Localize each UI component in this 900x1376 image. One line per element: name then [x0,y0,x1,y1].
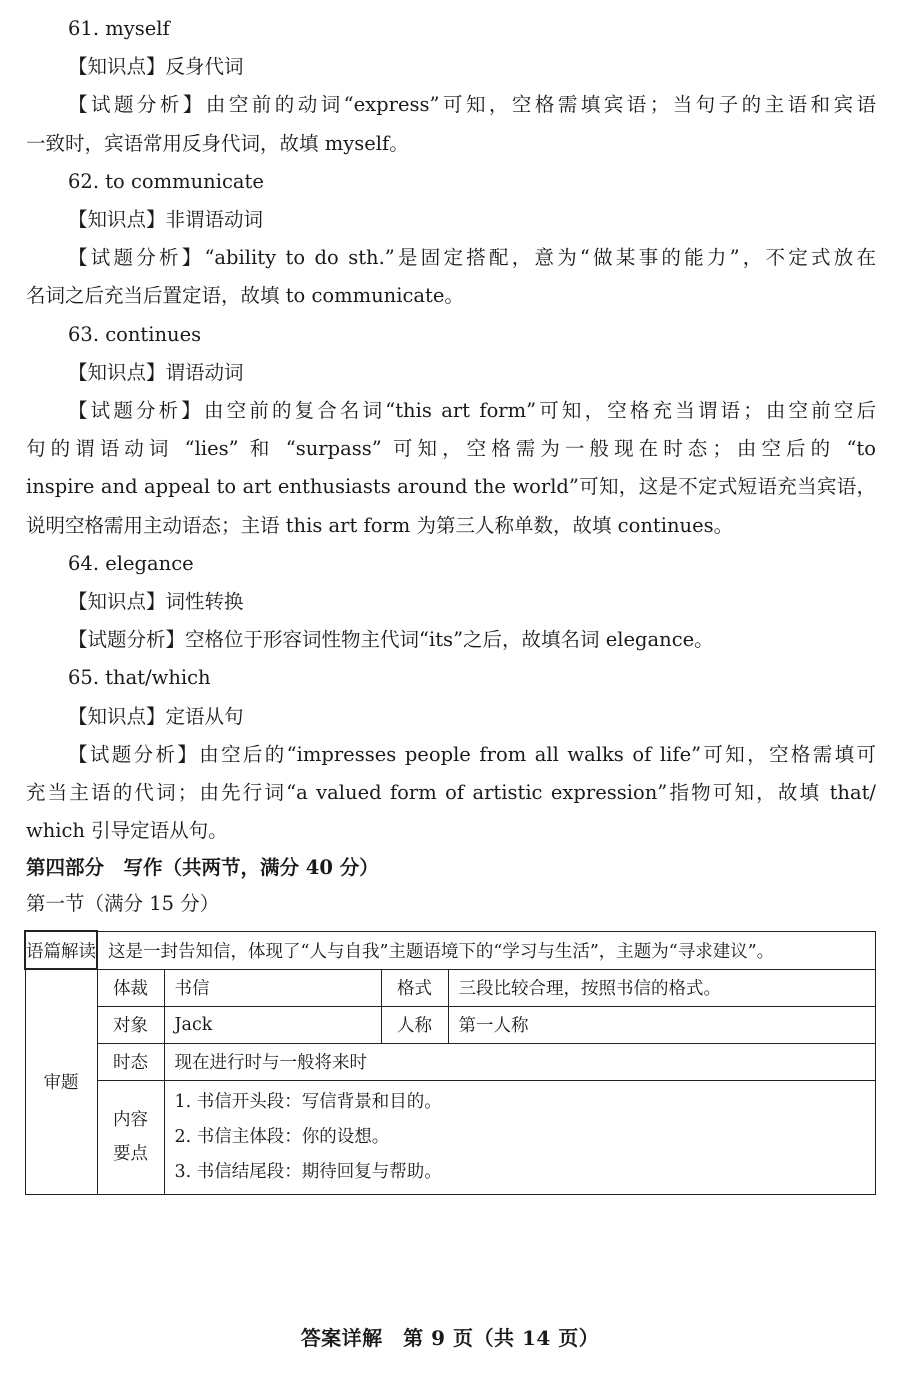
analysis-line: which 引导定语从句。 [26,819,228,843]
analysis-line: 句的谓语动词 “lies” 和 “surpass” 可知，空格需为一般现在时态；由空后的 “to [26,437,876,461]
content-points-list [164,1080,876,1194]
table-row [25,1006,876,1043]
analysis-line: inspire and appeal to art enthusiasts around the world”可知，这是不定式短语充当宾语， [26,475,876,499]
analysis-line: 说明空格需用主动语态；主语 this art form 为第三人称单数，故填 continues。 [26,513,734,537]
genre-value: 书信 [164,969,381,1006]
analysis-label: 【试题分析】 [68,399,204,423]
analysis-line [26,736,876,774]
tense-value: 现在进行时与一般将来时 [164,1043,876,1080]
content-points-label [97,1080,164,1194]
table-row [25,931,876,969]
review-label: 审题 [25,969,97,1194]
content-points-label-line: 要点 [113,1144,148,1164]
knowledge-value: 词性转换 [165,590,244,614]
answer-title: 64. elegance [68,551,194,575]
analysis-text: 由空前的复合名词“this art form”可知，空格充当谓语；由空前空后 [203,399,876,423]
answer-item-65 [26,659,876,850]
knowledge-label: 【知识点】 [68,590,166,614]
knowledge-point [26,48,876,86]
table-row [25,969,876,1006]
knowledge-point [26,698,876,736]
content-point: 2. 书信主体段：你的设想。 [174,1126,390,1147]
analysis-label: 【试题分析】 [68,246,205,270]
content-point: 3. 书信结尾段：期待回复与帮助。 [174,1161,442,1182]
analysis-line [26,86,876,124]
knowledge-label: 【知识点】 [68,704,166,728]
answer-title: 62. to communicate [68,169,264,193]
tense-label-text: 时态 [113,1053,148,1073]
answer-title: 65. that/which [68,666,211,690]
answer-title: 61. myself [68,17,170,40]
format-value: 三段比较合理，按照书信的格式。 [448,969,876,1006]
analysis-line: 充当主语的代词；由先行词“a valued form of artistic expression”指物可知，故填 that/ [26,781,876,805]
writing-analysis-table [24,930,876,1195]
answer-item-63 [26,316,876,545]
answer-item-61 [26,10,876,163]
content-point: 1. 书信开头段：写信背景和目的。 [174,1091,442,1112]
page-footer: 答案详解 第 9 页（共 14 页） [300,1326,600,1350]
knowledge-point [26,354,876,392]
tense-label [97,1043,164,1080]
genre-label: 体裁 [97,969,164,1006]
knowledge-value: 非谓语动词 [165,208,264,232]
analysis-label: 【试题分析】 [68,742,200,766]
reading-text: 这是一封告知信，体现了“人与自我”主题语境下的“学习与生活”，主题为“寻求建议”。 [97,931,876,969]
knowledge-label: 【知识点】 [68,208,166,232]
analysis-line: 一致时，宾语常用反身代词，故填 myself。 [26,131,409,155]
answer-title: 63. continues [68,322,202,346]
person-value: 第一人称 [448,1006,876,1043]
table-row [25,1043,876,1080]
analysis-text: “ability to do sth.”是固定搭配，意为“做某事的能力”，不定式放在 [204,246,876,270]
table-row [25,1080,876,1194]
analysis-text: 空格位于形容词性物主代词“its”之后，故填名词 elegance。 [185,628,714,652]
reading-label: 语篇解读 [25,931,97,969]
analysis-text: 由空前的动词“express”可知，空格需填宾语；当句子的主语和宾语 [205,93,876,117]
knowledge-value: 定语从句 [165,704,244,728]
analysis-line [26,239,876,277]
knowledge-label: 【知识点】 [68,360,166,384]
analysis-line [26,392,876,430]
audience-value: Jack [164,1006,381,1043]
knowledge-value: 谓语动词 [165,360,244,384]
analysis-line: 名词之后充当后置定语，故填 to communicate。 [26,284,464,308]
knowledge-value: 反身代词 [165,55,244,79]
answer-item-62 [26,163,876,316]
knowledge-point [26,583,876,621]
content-points-label-line: 内容 [113,1110,148,1130]
audience-label: 对象 [97,1006,164,1043]
analysis-line [26,621,876,659]
answer-item-64 [26,545,876,660]
knowledge-label: 【知识点】 [68,55,166,79]
format-label: 格式 [381,969,448,1006]
analysis-text: 由空后的“impresses people from all walks of life”可知，空格需填可 [199,742,876,766]
analysis-label: 【试题分析】 [68,628,186,652]
section-subtitle: 第一节（满分 15 分） [26,892,220,916]
section-title: 第四部分 写作（共两节，满分 40 分） [26,856,379,880]
analysis-label: 【试题分析】 [68,93,206,117]
knowledge-point [26,201,876,239]
person-label: 人称 [381,1006,448,1043]
answer-content [26,10,876,922]
